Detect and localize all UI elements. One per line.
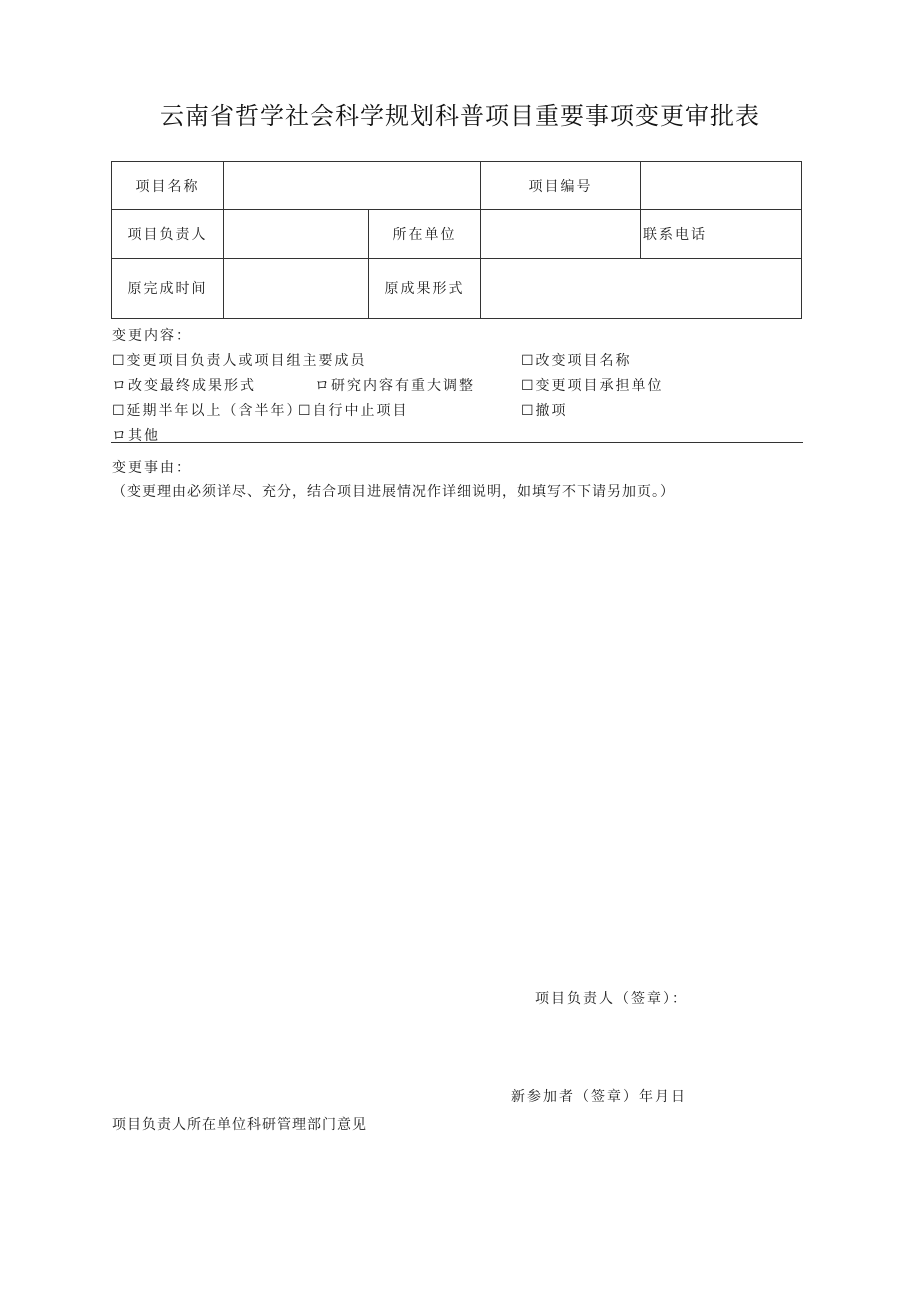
leader-field[interactable] [224,210,369,258]
option-change-unit[interactable]: ☐变更项目承担单位 [521,378,664,394]
phone-label: 联系电话 [641,210,802,258]
project-number-label: 项目编号 [481,162,641,210]
original-result-form-field[interactable] [481,258,802,318]
original-result-form-label: 原成果形式 [369,258,481,318]
unit-opinion-label: 项目负责人所在单位科研管理部门意见 [112,1117,367,1133]
original-completion-time-field[interactable] [224,258,369,318]
change-content-heading: 变更内容： [112,328,192,344]
leader-signature-label: 项目负责人（签章）： [535,991,688,1007]
project-info-table [111,161,802,319]
project-number-field[interactable] [641,162,802,210]
option-change-result-form[interactable]: ロ改变最终成果形式 [112,378,256,394]
option-adjust-research[interactable]: ロ研究内容有重大调整 [315,378,475,394]
option-other[interactable]: ロ其他 [112,428,160,444]
unit-label: 所在单位 [369,210,481,258]
option-self-terminate[interactable]: ☐自行中止项目 [298,403,409,419]
form-title: 云南省哲学社会科学规划科普项目重要事项变更审批表 [160,102,760,130]
change-reason-note: （变更理由必须详尽、充分，结合项目进展情况作详细说明，如填写不下请另加页。） [112,484,675,500]
unit-field[interactable] [481,210,641,258]
project-name-field[interactable] [224,162,481,210]
section-divider [111,442,803,443]
leader-label: 项目负责人 [112,210,224,258]
option-extension[interactable]: ☐延期半年以上（含半年） [112,403,303,419]
option-withdraw[interactable]: ☐撤项 [521,403,568,419]
option-change-leader[interactable]: ☐变更项目负责人或项目组主要成员 [112,353,367,369]
new-participant-signature-label: 新参加者（签章）年月日 [511,1089,687,1105]
project-name-label: 项目名称 [112,162,224,210]
original-completion-time-label: 原完成时间 [112,258,224,318]
option-change-name[interactable]: ☐改变项目名称 [521,353,632,369]
change-reason-heading: 变更事由： [112,460,192,476]
